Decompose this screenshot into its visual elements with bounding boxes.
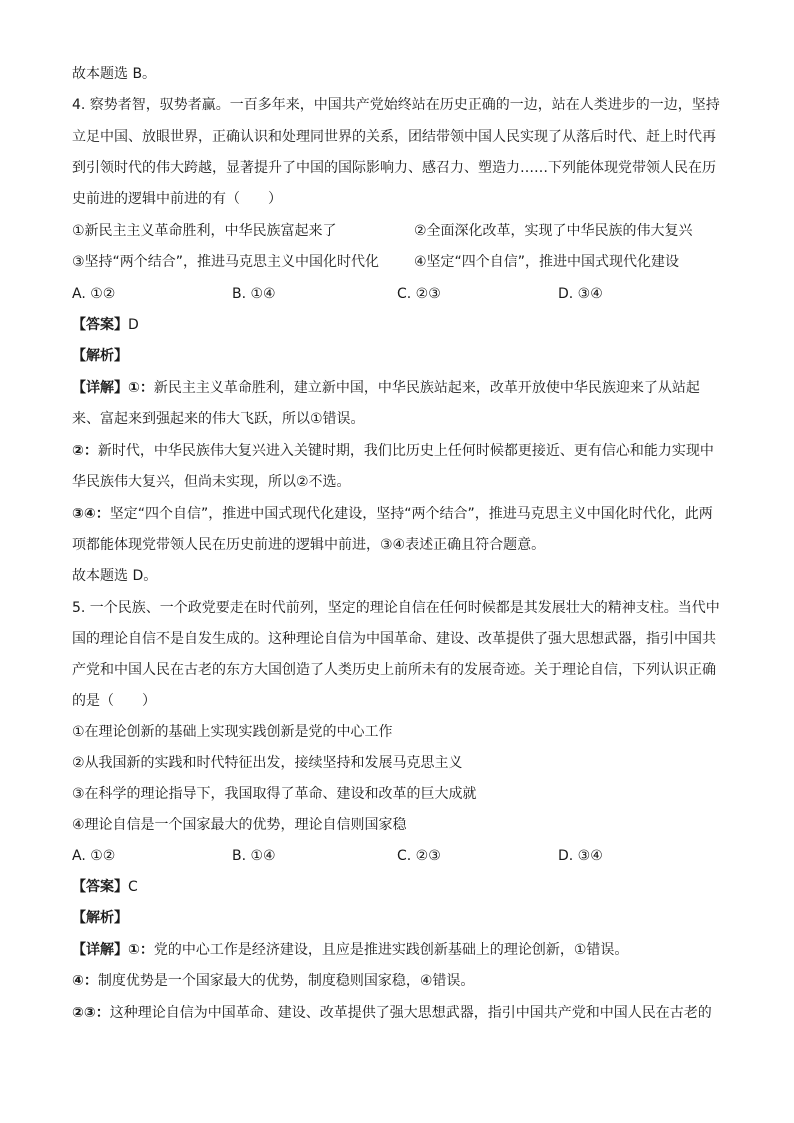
q4-choice-c: C. ②③ (397, 286, 441, 302)
detail-text: 坚定“四个自信”，推进中国式现代化建设，坚持“两个结合”，推进马克思主义中国化时代化，此两 (109, 506, 713, 522)
q5-stem-line-3: 产党和中国人民在古老的东方大国创造了人类历史上前所未有的发展奇迹。关于理论自信，下列认识正确 (72, 662, 716, 678)
q5-answer (72, 877, 732, 897)
answer-label: 【答案】 (72, 317, 128, 333)
detail-text: 新时代，中华民族伟大复兴进入关键时期，我们比历史上任何时候都更接近、更有信心和能力实现中 (97, 443, 714, 459)
q4-detail-2 (72, 441, 732, 461)
q4-statement-1: ①新民主主义革命胜利，中华民族富起来了 (72, 223, 337, 239)
q4-statements-row-1 (72, 221, 732, 241)
q4-answer (72, 315, 732, 335)
q4-detail-3-cont: 项都能体现党带领人民在历史前进的逻辑中前进，③④表述正确且符合题意。 (72, 537, 546, 553)
detail-text: 新民主主义革命胜利，建立新中国，中华民族站起来，改革开放使中华民族迎来了从站起 (153, 380, 700, 396)
detail-label: 【详解】①： (72, 380, 154, 396)
q4-detail-1-cont: 来、富起来到强起来的伟大飞跃，所以①错误。 (72, 411, 365, 427)
detail-label: ④： (72, 973, 98, 989)
q4-detail-1 (72, 378, 732, 398)
q5-detail-1 (72, 940, 732, 960)
q5-choice-c: C. ②③ (397, 848, 441, 864)
q5-choices (72, 846, 732, 866)
q4-detail-2-cont: 华民族伟大复兴，但尚未实现，所以②不选。 (72, 474, 351, 490)
q5-choice-a: A. ①② (72, 848, 116, 864)
q4-choice-a: A. ①② (72, 286, 116, 302)
q5-statement-3: ③在科学的理论指导下，我国取得了革命、建设和改革的巨大成就 (72, 786, 477, 802)
detail-label: ②③： (72, 1005, 110, 1021)
q4-stem-line-1: 4. 察势者智，驭势者赢。一百多年来，中国共产党始终站在历史正确的一边，站在人类进步的一边，坚持 (72, 97, 720, 113)
q5-choice-b: B. ①④ (232, 848, 276, 864)
detail-text: 这种理论自信为中国革命、建设、改革提供了强大思想武器，指引中国共产党和中国人民在古老的 (109, 1005, 712, 1021)
q5-choice-d: D. ③④ (558, 848, 603, 864)
q5-stem-line-1: 5. 一个民族、一个政党要走在时代前列，坚定的理论自信在任何时候都是其发展壮大的精神支柱。当代中 (72, 600, 720, 616)
q5-stem-line-2: 国的理论自信不是自发生成的。这种理论自信为中国革命、建设、改革提供了强大思想武器，指引中国共 (72, 631, 716, 647)
detail-text: 党的中心工作是经济建设，且应是推进实践创新基础上的理论创新，①错误。 (153, 942, 629, 958)
q5-analysis-label: 【解析】 (72, 910, 128, 926)
q5-statement-1: ①在理论创新的基础上实现实践创新是党的中心工作 (72, 724, 393, 740)
q5-detail-3 (72, 1003, 732, 1023)
answer-value: D (128, 317, 139, 333)
q4-statement-3: ③坚持“两个结合”，推进马克思主义中国化时代化 (72, 254, 380, 270)
q4-choice-b: B. ①④ (232, 286, 276, 302)
q4-statements-row-2 (72, 252, 732, 272)
detail-label: 【详解】①： (72, 942, 154, 958)
q4-statement-4: ④坚定“四个自信”，推进中国式现代化建设 (414, 254, 680, 270)
q4-stem-line-4: 史前进的逻辑中前进的有（ ） (72, 191, 282, 207)
q4-analysis-label: 【解析】 (72, 348, 128, 364)
answer-value: C (128, 879, 138, 895)
detail-text: 制度优势是一个国家最大的优势，制度稳则国家稳，④错误。 (97, 973, 475, 989)
q4-stem-line-3: 到引领时代的伟大跨越，显著提升了中国的国际影响力、感召力、塑造力……下列能体现党带领人民在历 (72, 160, 716, 176)
q4-choice-d: D. ③④ (558, 286, 603, 302)
q5-statement-2: ②从我国新的实践和时代特征出发，接续坚持和发展马克思主义 (72, 755, 463, 771)
detail-label: ②： (72, 443, 98, 459)
q3-conclusion: 故本题选 B。 (72, 66, 157, 82)
q5-statement-4: ④理论自信是一个国家最大的优势，理论自信则国家稳 (72, 817, 407, 833)
q4-conclusion: 故本题选 D。 (72, 568, 158, 584)
q4-detail-3 (72, 504, 732, 524)
q4-statement-2: ②全面深化改革，实现了中华民族的伟大复兴 (414, 223, 693, 239)
q5-detail-2 (72, 971, 732, 991)
q4-stem-line-2: 立足中国、放眼世界，正确认识和处理同世界的关系，团结带领中国人民实现了从落后时代、赶上时代再 (72, 129, 716, 145)
detail-label: ③④： (72, 506, 110, 522)
q5-stem-line-4: 的是（ ） (72, 693, 156, 709)
answer-label: 【答案】 (72, 879, 128, 895)
q4-choices (72, 284, 732, 304)
